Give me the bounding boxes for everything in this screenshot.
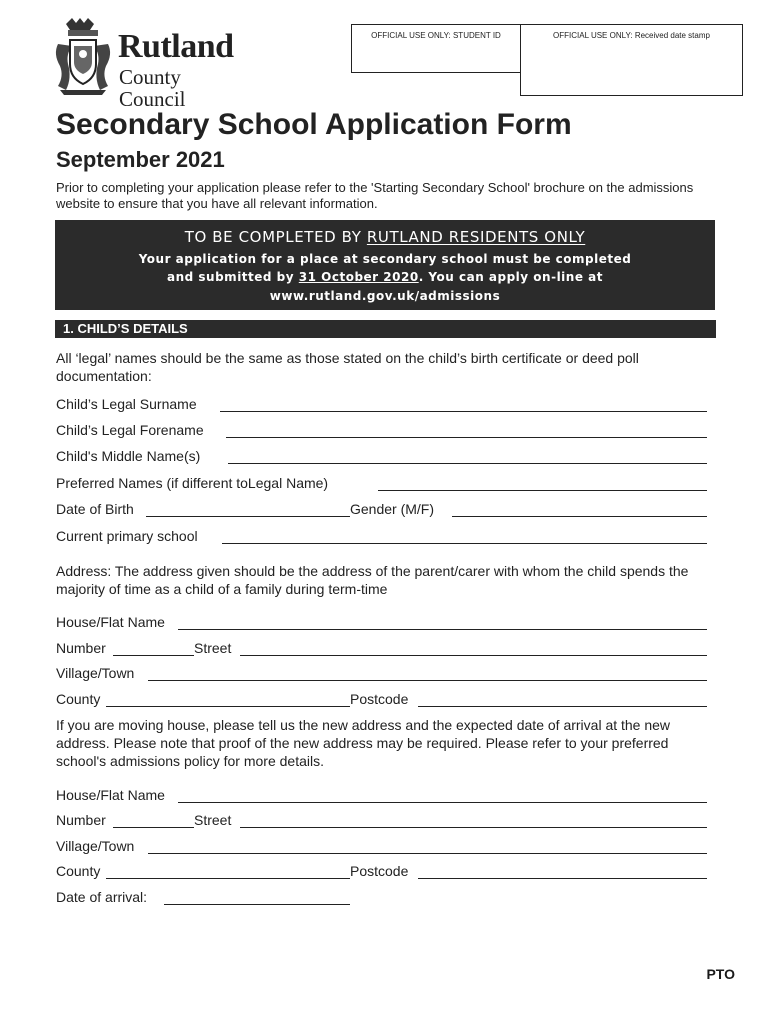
number-line[interactable] xyxy=(113,655,194,656)
house-name-field[interactable] xyxy=(56,613,707,631)
new-street-label: Street xyxy=(194,812,232,828)
dob-gender-row xyxy=(56,500,707,518)
forename-label: Child’s Legal Forename xyxy=(56,422,204,438)
primary-school-line[interactable] xyxy=(222,543,707,544)
page-subtitle: September 2021 xyxy=(56,147,225,172)
new-house-name-line[interactable] xyxy=(178,802,707,803)
preferred-name-field[interactable] xyxy=(56,474,707,492)
street-label: Street xyxy=(194,640,232,656)
preferred-name-label: Preferred Names (if different toLegal Name) xyxy=(56,475,329,491)
arrival-date-line[interactable] xyxy=(164,904,350,905)
street-line[interactable] xyxy=(240,655,707,656)
number-label: Number xyxy=(56,640,106,656)
county-label: County xyxy=(56,691,101,707)
official-student-id-label: OFFICIAL USE ONLY: STUDENT ID xyxy=(371,31,501,40)
legal-names-note: All ‘legal’ names should be the same as those stated on the child’s birth certificate or deed poll documentation: xyxy=(56,350,639,384)
banner-line-2 xyxy=(55,268,715,286)
logo-subtitle: County Council xyxy=(119,65,186,111)
official-student-id-box[interactable] xyxy=(351,24,521,73)
new-county-postcode-row xyxy=(56,862,707,880)
new-village-label: Village/Town xyxy=(56,838,135,854)
residents-banner xyxy=(55,220,715,310)
banner-url[interactable]: www.rutland.gov.uk/admissions xyxy=(269,289,501,303)
county-postcode-row xyxy=(56,690,707,708)
postcode-label: Postcode xyxy=(350,691,409,707)
preferred-name-line[interactable] xyxy=(378,490,707,491)
new-number-line[interactable] xyxy=(113,827,194,828)
official-date-stamp-box[interactable] xyxy=(520,24,743,96)
new-village-field[interactable] xyxy=(56,837,707,855)
section-heading-childs-details: 1. CHILD’S DETAILS xyxy=(55,320,716,338)
middle-name-label: Child's Middle Name(s) xyxy=(56,448,201,464)
county-line[interactable] xyxy=(106,706,350,707)
new-county-line[interactable] xyxy=(106,878,350,879)
pto-label: PTO xyxy=(706,966,735,982)
banner-heading-prefix: TO BE COMPLETED BY xyxy=(184,228,367,246)
middle-name-line[interactable] xyxy=(228,463,707,464)
gender-label: Gender (M/F) xyxy=(350,501,435,517)
banner-line-1: Your application for a place at secondary school must be completed xyxy=(138,252,632,266)
arrival-date-label: Date of arrival: xyxy=(56,889,148,905)
surname-label: Child’s Legal Surname xyxy=(56,396,197,412)
village-field[interactable] xyxy=(56,664,707,682)
surname-line[interactable] xyxy=(220,411,707,412)
village-label: Village/Town xyxy=(56,665,135,681)
dob-label: Date of Birth xyxy=(56,501,134,517)
arrival-date-field[interactable] xyxy=(56,888,356,906)
official-date-stamp-label: OFFICIAL USE ONLY: Received date stamp xyxy=(553,31,710,40)
new-postcode-label: Postcode xyxy=(350,863,409,879)
new-number-label: Number xyxy=(56,812,106,828)
intro-text: Prior to completing your application please refer to the 'Starting Secondary School' brochure on the admissions website to ensure that you have all relevant information. xyxy=(56,180,694,211)
new-house-name-field[interactable] xyxy=(56,786,707,804)
banner-line-2-suffix: . You can apply on-line at xyxy=(418,270,603,284)
banner-heading-emphasis: RUTLAND RESIDENTS ONLY xyxy=(366,228,586,246)
new-number-street-row xyxy=(56,811,707,829)
surname-field[interactable] xyxy=(56,395,707,413)
new-street-line[interactable] xyxy=(240,827,707,828)
banner-heading xyxy=(55,227,715,247)
address-note: Address: The address given should be the address of the parent/carer with whom the child spends the majority of time as a child of a family during term-time xyxy=(56,563,689,597)
coat-of-arms-icon xyxy=(52,16,114,96)
banner-deadline: 31 October 2020 xyxy=(298,270,419,284)
forename-line[interactable] xyxy=(226,437,707,438)
primary-school-label: Current primary school xyxy=(56,528,198,544)
middle-name-field[interactable] xyxy=(56,447,707,465)
postcode-line[interactable] xyxy=(418,706,707,707)
number-street-row xyxy=(56,639,707,657)
new-village-line[interactable] xyxy=(148,853,707,854)
forename-field[interactable] xyxy=(56,421,707,439)
new-county-label: County xyxy=(56,863,101,879)
house-name-label: House/Flat Name xyxy=(56,614,165,630)
logo-name: Rutland xyxy=(118,28,234,65)
primary-school-field[interactable] xyxy=(56,527,707,545)
new-house-name-label: House/Flat Name xyxy=(56,787,165,803)
council-logo xyxy=(52,16,242,111)
house-name-line[interactable] xyxy=(178,629,707,630)
village-line[interactable] xyxy=(148,680,707,681)
new-postcode-line[interactable] xyxy=(418,878,707,879)
gender-line[interactable] xyxy=(452,516,707,517)
dob-line[interactable] xyxy=(146,516,350,517)
page-title: Secondary School Application Form xyxy=(56,108,572,141)
moving-house-note: If you are moving house, please tell us the new address and the expected date of arrival at the new address. Please note that proof of the new address may be required. Please refer to your preferred school's admissions policy for more details. xyxy=(56,717,671,769)
banner-line-2-prefix: and submitted by xyxy=(167,270,299,284)
